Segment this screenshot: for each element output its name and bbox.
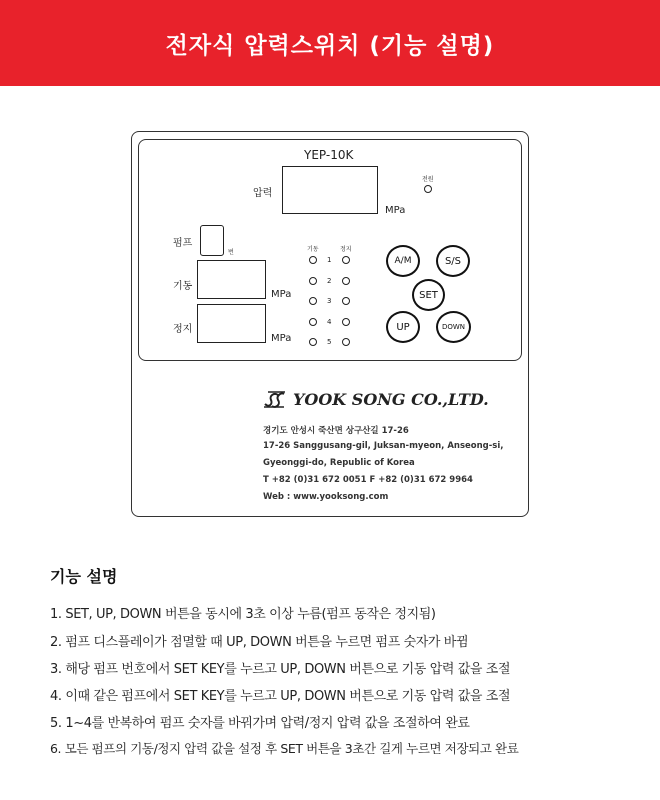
pump-display	[200, 225, 224, 256]
stop-pressure-display	[197, 304, 266, 343]
header-banner	[0, 0, 660, 86]
step-2: 2. 펌프 디스플레이가 점멸할 때 UP, DOWN 버튼을 누르면 펌프 숫자가 바뀜	[50, 635, 469, 650]
start-led-1-icon	[309, 256, 317, 264]
stop-led-1-icon	[342, 256, 350, 264]
step-6: 6. 모든 펌프의 기동/정지 압력 값을 설정 후 SET 버튼을 3초간 길게 누르면 저장되고 완료	[50, 741, 519, 756]
company-name: YOOK SONG CO.,LTD.	[293, 390, 489, 409]
start-label: 기동	[173, 281, 193, 292]
power-led-icon	[424, 185, 432, 193]
pressure-display	[282, 166, 378, 214]
start-led-3-icon	[309, 297, 317, 305]
start-pressure-display	[197, 260, 266, 299]
stop-led-3-icon	[342, 297, 350, 305]
start-led-2-icon	[309, 277, 317, 285]
step-1: 1. SET, UP, DOWN 버튼을 동시에 3초 이상 누름(펌프 동작은 정지됨)	[50, 607, 436, 622]
pressure-unit: MPa	[385, 205, 406, 216]
ss-button[interactable]: S/S	[436, 245, 470, 277]
set-button[interactable]: SET	[412, 279, 445, 311]
phone-fax: T +82 (0)31 672 0051 F +82 (0)31 672 9964	[263, 475, 473, 485]
stop-led-2-icon	[342, 277, 350, 285]
company-logo-icon	[262, 389, 286, 409]
address-english-line1: 17-26 Sanggusang-gil, Juksan-myeon, Anseong-si,	[263, 441, 504, 451]
step-3: 3. 해당 펌프 번호에서 SET KEY를 누르고 UP, DOWN 버튼으로 기동 압력 값을 조절	[50, 662, 511, 677]
led-number: 2	[327, 277, 332, 285]
led-header-stop: 정지	[340, 246, 352, 253]
address-korean: 경기도 안성시 죽산면 상구산길 17-26	[263, 426, 409, 436]
page-title: 전자식 압력스위치 (기능 설명)	[165, 32, 495, 59]
am-button[interactable]: A/M	[386, 245, 420, 277]
model-label: YEP-10K	[304, 148, 354, 162]
led-number: 1	[327, 256, 332, 264]
led-number: 3	[327, 297, 332, 305]
down-button[interactable]: DOWN	[436, 311, 471, 343]
website: Web : www.yooksong.com	[263, 492, 389, 502]
start-led-4-icon	[309, 318, 317, 326]
up-button[interactable]: UP	[386, 311, 420, 343]
pressure-label: 압력	[253, 188, 273, 199]
address-english-line2: Gyeonggi-do, Republic of Korea	[263, 458, 415, 468]
pump-unit: 번	[228, 249, 234, 256]
step-4: 4. 이때 같은 펌프에서 SET KEY를 누르고 UP, DOWN 버튼으로 기동 압력 값을 조절	[50, 689, 511, 704]
step-5: 5. 1~4를 반복하여 펌프 숫자를 바꿔가며 압력/정지 압력 값을 조절하여 완료	[50, 716, 470, 731]
power-label: 전원	[422, 176, 434, 183]
stop-label: 정지	[173, 324, 193, 335]
led-number: 4	[327, 318, 332, 326]
stop-led-4-icon	[342, 318, 350, 326]
stop-led-5-icon	[342, 338, 350, 346]
description-title: 기능 설명	[50, 567, 118, 586]
pump-label: 펌프	[173, 238, 193, 249]
led-number: 5	[327, 338, 332, 346]
stop-unit: MPa	[271, 333, 292, 344]
led-header-start: 기동	[307, 246, 319, 253]
start-led-5-icon	[309, 338, 317, 346]
start-unit: MPa	[271, 289, 292, 300]
